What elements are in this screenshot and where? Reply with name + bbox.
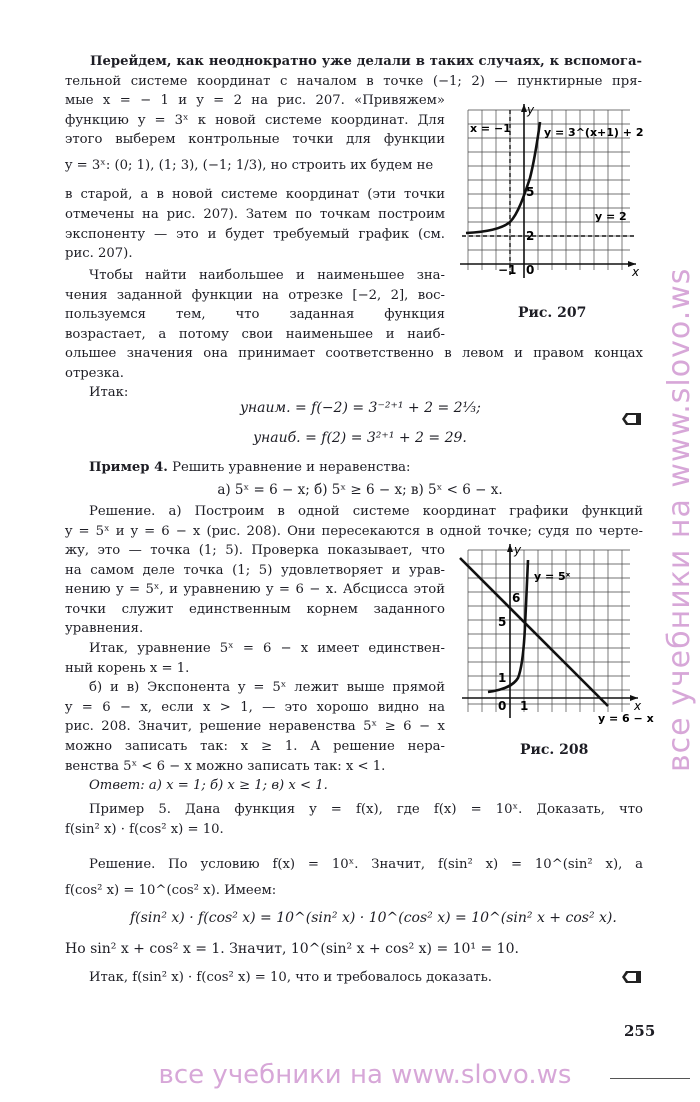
label-func-208: y = 5ˣ bbox=[534, 570, 571, 583]
text-line: ольшее значения она принимает соответственно в левом и правом концах bbox=[65, 346, 643, 361]
text-line: в старой, а в новой системе координат (эти точки bbox=[65, 187, 445, 203]
text-line: y = 3ˣ: (0; 1), (1; 3), (−1; 1/3), но строить их будем не bbox=[65, 157, 434, 173]
text-line: возрастает, а потому свои наименьшее и наиб- bbox=[65, 326, 445, 342]
label-1-208: 1 bbox=[498, 671, 507, 685]
text-line: мые x = − 1 и y = 2 на рис. 207. «Привяжем» bbox=[65, 93, 445, 108]
intro-paragraph-narrow bbox=[65, 91, 445, 264]
text-line: функцию y = 3ˣ к новой системе координат. Для bbox=[65, 112, 445, 128]
text-line: рис. 207). bbox=[65, 246, 133, 262]
label-x-minus1: x = −1 bbox=[470, 122, 511, 135]
text-line: экспоненту — это и будет требуемый график (см. bbox=[65, 226, 445, 242]
text-line: этого выберем контрольные точки для функции bbox=[65, 132, 445, 148]
formula5-product: f(sin² x) · f(cos² x) = 10^(sin² x) · 10^(cos² x) = 10^(sin² x + cos² x). bbox=[130, 910, 617, 926]
text-line: венства 5ˣ < 6 − x можно записать так: x < 1. bbox=[65, 758, 386, 774]
text-line: отмечены на рис. 207). Затем по точкам построим bbox=[65, 206, 445, 222]
text-line: можно записать так: x ≥ 1. А решение нера- bbox=[65, 738, 445, 754]
example4-title: Пример 4. bbox=[89, 460, 168, 475]
text-line: Но sin² x + cos² x = 1. Значит, 10^(sin² x + cos² x) = 10¹ = 10. bbox=[65, 941, 519, 957]
label-1x-208: 1 bbox=[520, 699, 529, 713]
text-line: Перейдем, как неоднократно уже делали в таких случаях, к вспомога- bbox=[90, 54, 642, 69]
text-line: чения заданной функции на отрезке [−2, 2], вос- bbox=[65, 287, 445, 303]
text-line: пользуемся тем, что заданная функция bbox=[65, 307, 445, 323]
text-line: нению y = 5ˣ, и уравнению y = 6 − x. Абсцисса этой bbox=[65, 582, 445, 598]
example4-heading bbox=[89, 458, 649, 478]
label-2-207: 2 bbox=[526, 229, 535, 243]
label-y-207: y bbox=[527, 103, 535, 117]
solution4-narrow bbox=[65, 541, 445, 796]
end-of-solution-icon bbox=[622, 412, 642, 426]
text-line: отрезка. bbox=[65, 365, 124, 381]
figure-207-caption: Рис. 207 bbox=[518, 305, 587, 321]
label-line-208: y = 6 − x bbox=[598, 712, 654, 725]
text-line: f(cos² x) = 10^(cos² x). Имеем: bbox=[65, 883, 277, 898]
text-line: Итак, f(sin² x) · f(cos² x) = 10, что и требовалось доказать. bbox=[89, 970, 492, 985]
example5-paragraph bbox=[65, 800, 643, 839]
intro-paragraph bbox=[65, 52, 642, 91]
text-line: f(sin² x) · f(cos² x) = 10. bbox=[65, 821, 224, 837]
extrema-paragraph-wide bbox=[65, 344, 643, 403]
text-line: рис. 208. Значит, решение неравенства 5ˣ ≥ 6 − x bbox=[65, 719, 445, 735]
answer4: Ответ: а) x = 1; б) x ≥ 1; в) x < 1. bbox=[89, 778, 328, 794]
example4-line bbox=[89, 458, 649, 478]
label-0-208: 0 bbox=[498, 699, 507, 713]
example4-task: Решить уравнение и неравенства: bbox=[172, 460, 411, 475]
text-line: на самом деле точка (1; 5) удовлетворяет и урав- bbox=[65, 562, 445, 578]
text-line: Итак: bbox=[89, 385, 129, 401]
label-x-208: x bbox=[634, 699, 642, 713]
formula-min: yнаим. = f(−2) = 3⁻²⁺¹ + 2 = 2⅓; bbox=[240, 400, 481, 416]
text-line: y = 6 − x, если x > 1, — это хорошо видно на bbox=[65, 699, 445, 715]
page-number: 255 bbox=[624, 1022, 656, 1040]
extrema-paragraph bbox=[65, 266, 445, 344]
end-of-proof-icon bbox=[622, 970, 642, 984]
label-y2: y = 2 bbox=[595, 210, 627, 223]
example4-cases: а) 5ˣ = 6 − x; б) 5ˣ ≥ 6 − x; в) 5ˣ < 6 − x. bbox=[217, 482, 503, 498]
solution4-paragraph bbox=[65, 502, 643, 541]
label-minus1-207: −1 bbox=[498, 263, 517, 277]
watermark-bottom: все учебники на www.slovo.ws bbox=[158, 1060, 572, 1090]
text-line: ный корень x = 1. bbox=[65, 660, 190, 676]
solution5-paragraph bbox=[65, 852, 643, 904]
label-6-208: 6 bbox=[512, 591, 521, 605]
text-line: y = 5ˣ и y = 6 − x (рис. 208). Они пересекаются в одной точке; судя по черте- bbox=[65, 523, 643, 539]
curve-3-pow-x-plus1-plus2 bbox=[466, 122, 540, 233]
text-line: Чтобы найти наибольшее и наименьшее зна- bbox=[89, 268, 445, 283]
conclusion5 bbox=[65, 968, 643, 988]
watermark-vertical: все учебники на www.slovo.ws bbox=[662, 267, 697, 773]
text-line: уравнения. bbox=[65, 621, 144, 637]
label-func-207: y = 3^(x+1) + 2 bbox=[544, 126, 644, 139]
figure-208 bbox=[458, 540, 654, 725]
text-line: точки служит единственным корнем заданного bbox=[65, 601, 445, 617]
formula-max: yнаиб. = f(2) = 3²⁺¹ + 2 = 29. bbox=[253, 430, 467, 446]
text-line: Решение. а) Построим в одной системе координат графики функций bbox=[89, 504, 643, 519]
text-line: б) и в) Экспонента y = 5ˣ лежит выше прямой bbox=[89, 680, 445, 696]
figure-207 bbox=[458, 100, 643, 290]
text-line: Решение. По условию f(x) = 10ˣ. Значит, f(sin² x) = 10^(sin² x), а bbox=[89, 857, 643, 872]
figure-208-caption: Рис. 208 bbox=[520, 742, 589, 758]
text-line: Итак, уравнение 5ˣ = 6 − x имеет единствен- bbox=[89, 640, 445, 656]
text-line: Пример 5. Дана функция y = f(x), где f(x) = 10ˣ. Доказать, что bbox=[89, 802, 643, 817]
formula5-identity bbox=[65, 940, 643, 960]
text-line: тельной системе координат с началом в точке (−1; 2) — пунктирные пря- bbox=[65, 73, 642, 89]
text-line: жу, это — точка (1; 5). Проверка показывает, что bbox=[65, 543, 445, 558]
label-y-208: y bbox=[514, 543, 522, 557]
label-x-207: x bbox=[632, 265, 640, 279]
label-0-207: 0 bbox=[526, 263, 535, 277]
y-axis-arrow-208 bbox=[507, 544, 513, 552]
label-5-208: 5 bbox=[498, 615, 507, 629]
label-5-207: 5 bbox=[526, 185, 535, 199]
curve-5-pow-x bbox=[488, 560, 528, 692]
